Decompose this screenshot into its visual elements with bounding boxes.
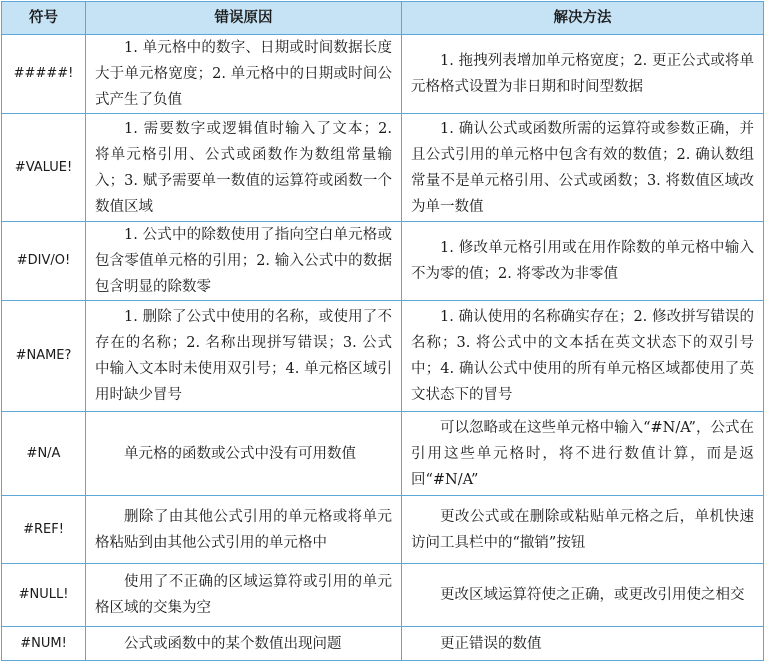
table-row (2, 627, 764, 661)
error-solution: 更正错误的数值 (402, 627, 764, 661)
header-cause: 错误原因 (86, 2, 402, 35)
header-solution: 解决方法 (402, 2, 764, 35)
error-symbol: #REF! (2, 496, 86, 564)
error-symbol: #####! (2, 35, 86, 114)
table-row (2, 496, 764, 564)
error-cause: 使用了不正确的区域运算符或引用的单元格区域的交集为空 (86, 564, 402, 627)
header-symbol: 符号 (2, 2, 86, 35)
error-cause: 1. 需要数字或逻辑值时输入了文本；2. 将单元格引用、公式或函数作为数组常量输入；3. 赋予需要单一数值的运算符或函数一个数值区域 (86, 114, 402, 222)
error-cause: 删除了由其他公式引用的单元格或将单元格粘贴到由其他公式引用的单元格中 (86, 496, 402, 564)
error-symbol: #N/A (2, 412, 86, 496)
table-row (2, 412, 764, 496)
error-solution: 可以忽略或在这些单元格中输入“#N/A”，公式在引用这些单元格时，将不进行数值计算，而是返回“#N/A” (402, 412, 764, 496)
error-solution: 1. 拖拽列表增加单元格宽度；2. 更正公式或将单元格格式设置为非日期和时间型数据 (402, 35, 764, 114)
table-row (2, 222, 764, 301)
error-solution: 更改公式或在删除或粘贴单元格之后，单机快速访问工具栏中的“撤销”按钮 (402, 496, 764, 564)
error-cause: 公式或函数中的某个数值出现问题 (86, 627, 402, 661)
error-symbol: #NULL! (2, 564, 86, 627)
error-cause: 1. 删除了公式中使用的名称，或使用了不存在的名称；2. 名称出现拼写错误；3. 公式中输入文本时未使用双引号；4. 单元格区域引用时缺少冒号 (86, 301, 402, 412)
error-cause: 1. 公式中的除数使用了指向空白单元格或包含零值单元格的引用；2. 输入公式中的数据包含明显的除数零 (86, 222, 402, 301)
error-symbol: #DIV/O! (2, 222, 86, 301)
error-cause: 单元格的函数或公式中没有可用数值 (86, 412, 402, 496)
error-solution: 1. 修改单元格引用或在用作除数的单元格中输入不为零的值；2. 将零改为非零值 (402, 222, 764, 301)
error-solution: 更改区域运算符使之正确，或更改引用使之相交 (402, 564, 764, 627)
error-solution: 1. 确认公式或函数所需的运算符或参数正确，并且公式引用的单元格中包含有效的数值；2. 确认数组常量不是单元格引用、公式或函数；3. 将数值区域改为单一数值 (402, 114, 764, 222)
error-codes-table (1, 1, 764, 661)
error-symbol: #NUM! (2, 627, 86, 661)
error-symbol: #VALUE! (2, 114, 86, 222)
table-row (2, 114, 764, 222)
error-cause: 1. 单元格中的数字、日期或时间数据长度大于单元格宽度；2. 单元格中的日期或时间公式产生了负值 (86, 35, 402, 114)
table-row (2, 564, 764, 627)
table-row (2, 35, 764, 114)
error-solution: 1. 确认使用的名称确实存在；2. 修改拼写错误的名称；3. 将公式中的文本括在英文状态下的双引号中；4. 确认公式中使用的所有单元格区域都使用了英文状态下的冒号 (402, 301, 764, 412)
error-symbol: #NAME? (2, 301, 86, 412)
header-row (2, 2, 764, 35)
table-row (2, 301, 764, 412)
